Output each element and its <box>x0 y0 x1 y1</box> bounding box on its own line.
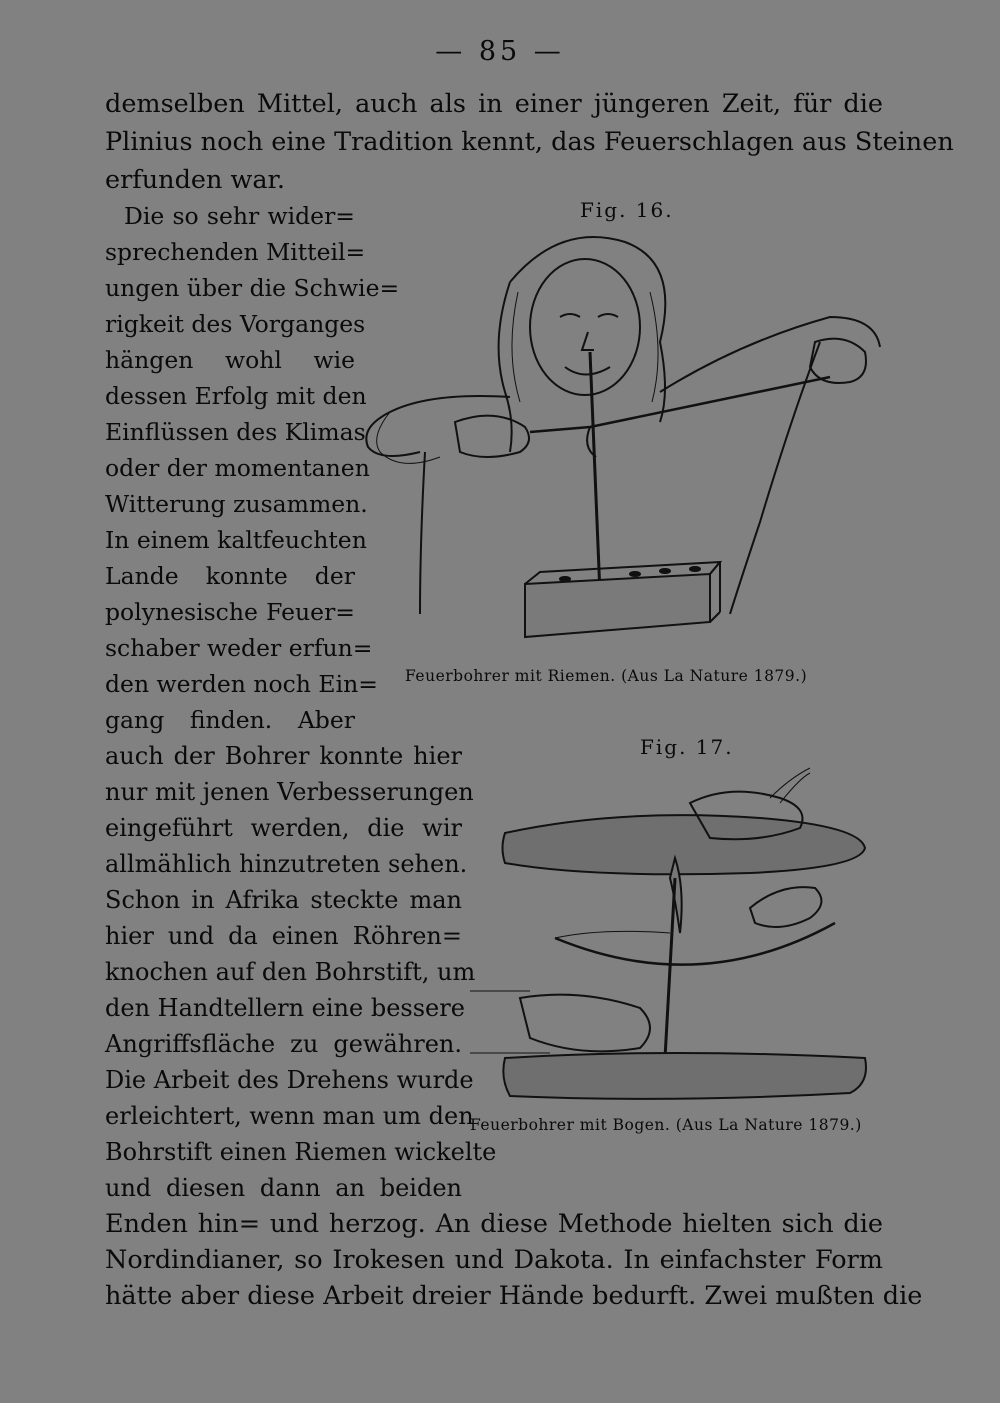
text-line: polynesische Feuer= <box>105 598 355 626</box>
text-line: Die so sehr wider= <box>124 202 355 230</box>
text-line: knochen auf den Bohrstift, um <box>105 958 476 986</box>
text-line: Enden hin= und herzog. An diese Methode hielten sich die <box>105 1209 883 1239</box>
text-line: Die Arbeit des Drehens wurde <box>105 1066 474 1094</box>
figure-16-illustration <box>360 222 885 654</box>
text-line: nur mit jenen Verbesserungen <box>105 778 474 806</box>
figure-17-caption: Feuerbohrer mit Bogen. (Aus La Nature 1879.) <box>470 1116 862 1134</box>
text-line: In einem kaltfeuchten <box>105 526 367 554</box>
text-line: Witterung zusammen. <box>105 490 368 518</box>
text-line: hier und da einen Röhren= <box>105 922 462 950</box>
text-line: rigkeit des Vorganges <box>105 310 366 338</box>
text-line: Angriffsfläche zu gewähren. <box>105 1030 462 1058</box>
text-line: hätte aber diese Arbeit dreier Hände bedurft. Zwei mußten die <box>105 1281 923 1311</box>
figure-16-label: Fig. 16. <box>580 198 674 222</box>
text-line: den Handtellern eine bessere <box>105 994 465 1022</box>
text-line: schaber weder erfun= <box>105 634 373 662</box>
text-line: Einflüssen des Klimas <box>105 418 366 446</box>
text-line: Schon in Afrika steckte man <box>105 886 462 914</box>
text-line: auch der Bohrer konnte hier <box>105 742 462 770</box>
text-line: erfunden war. <box>105 165 286 195</box>
text-line: sprechenden Mitteil= <box>105 238 366 266</box>
text-line: und diesen dann an beiden <box>105 1174 462 1202</box>
text-line: allmählich hinzutreten sehen. <box>105 850 468 878</box>
figure-16-caption: Feuerbohrer mit Riemen. (Aus La Nature 1879.) <box>405 667 808 685</box>
text-line: Plinius noch eine Tradition kennt, das Feuerschlagen aus Steinen <box>105 127 954 157</box>
figure-17-illustration <box>470 758 890 1108</box>
text-line: eingeführt werden, die wir <box>105 814 462 842</box>
text-line: demselben Mittel, auch als in einer jüngeren Zeit, für die <box>105 89 883 119</box>
text-line: oder der momentanen <box>105 454 370 482</box>
text-line: Bohrstift einen Riemen wickelte <box>105 1138 497 1166</box>
text-line: gang finden. Aber <box>105 706 355 734</box>
page-number: — 85 — <box>435 36 565 67</box>
text-line: Nordindianer, so Irokesen und Dakota. In einfachster Form <box>105 1245 883 1275</box>
text-line: den werden noch Ein= <box>105 670 378 698</box>
text-line: dessen Erfolg mit den <box>105 382 367 410</box>
figure-17-label: Fig. 17. <box>640 735 734 759</box>
text-line: erleichtert, wenn man um den <box>105 1102 474 1130</box>
text-line: Lande konnte der <box>105 562 355 590</box>
text-line: ungen über die Schwie= <box>105 274 400 302</box>
text-line: hängen wohl wie <box>105 346 355 374</box>
